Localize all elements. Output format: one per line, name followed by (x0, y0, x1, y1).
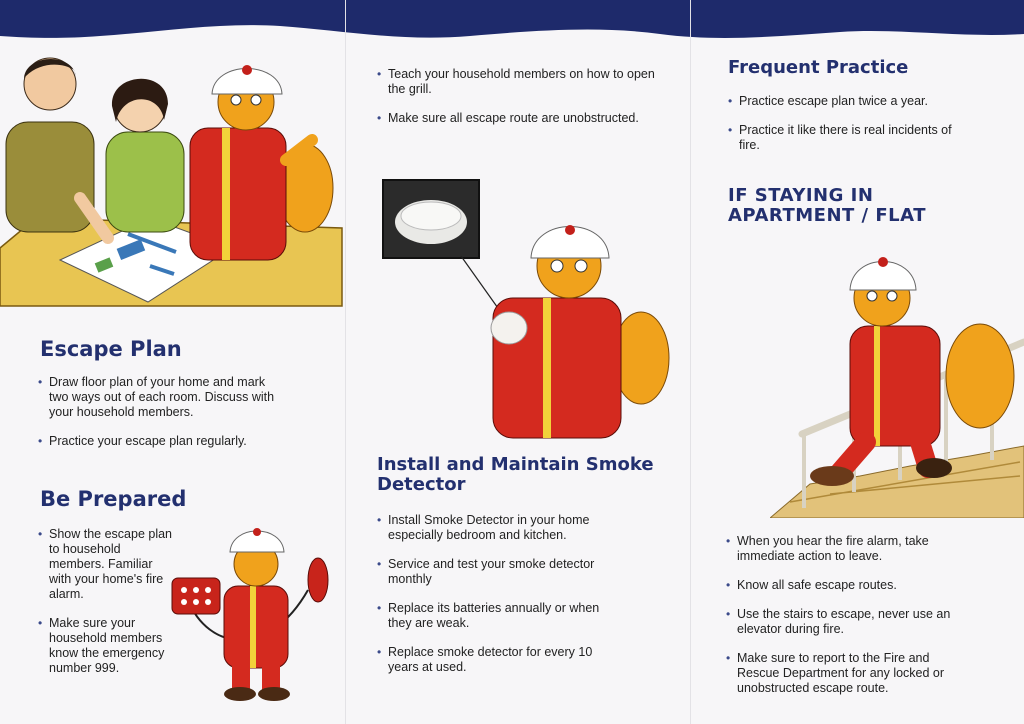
staying-list (726, 534, 966, 710)
escape-plan-list (38, 375, 278, 463)
smoke-detector-illustration (381, 178, 681, 444)
smoke-detector-list (377, 513, 609, 689)
list-item: • Know all safe escape routes. (726, 578, 966, 593)
panel-smoke-detector (345, 0, 690, 724)
list-item: • Show the escape plan to household members. Familiar with your home's fire alarm. (38, 527, 178, 602)
squirrel-stairs-illustration (770, 246, 1024, 518)
list-item: • Practice your escape plan regularly. (38, 434, 278, 449)
list-item: • Install Smoke Detector in your home especially bedroom and kitchen. (377, 513, 609, 543)
squirrel-with-phone-illustration (168, 520, 338, 705)
list-item: • Make sure your household members know the emergency number 999. (38, 616, 178, 676)
panel-escape-plan (0, 0, 345, 724)
list-item: • Service and test your smoke detector monthly (377, 557, 609, 587)
staying-heading-line1: IF STAYING IN (728, 185, 874, 206)
list-item: • Draw floor plan of your home and mark two ways out of each room. Discuss with your household members. (38, 375, 278, 420)
list-item: • Teach your household members on how to open the grill. (377, 67, 662, 97)
staying-heading (728, 186, 926, 226)
list-item: • When you hear the fire alarm, take immediate action to leave. (726, 534, 966, 564)
panel-apartment (690, 0, 1024, 724)
list-item: • Replace its batteries annually or when they are weak. (377, 601, 609, 631)
list-item: • Use the stairs to escape, never use an elevator during fire. (726, 607, 966, 637)
frequent-practice-heading: Frequent Practice (728, 57, 909, 78)
list-item: • Practice escape plan twice a year. (728, 94, 968, 109)
list-item: • Make sure all escape route are unobstructed. (377, 111, 662, 126)
family-planning-illustration (0, 48, 345, 310)
smoke-detector-heading: Install and Maintain Smoke Detector (377, 454, 654, 495)
be-prepared-list (38, 527, 178, 690)
escape-plan-heading: Escape Plan (40, 337, 182, 361)
frequent-practice-list (728, 94, 968, 167)
list-item: • Practice it like there is real incidents of fire. (728, 123, 968, 153)
be-prepared-heading: Be Prepared (40, 487, 187, 511)
staying-heading-line2: APARTMENT / FLAT (728, 204, 926, 226)
list-item: • Replace smoke detector for every 10 years at used. (377, 645, 609, 675)
list-item: • Make sure to report to the Fire and Rescue Department for any locked or unobstructed escape route. (726, 651, 966, 696)
grill-route-list (377, 67, 662, 140)
